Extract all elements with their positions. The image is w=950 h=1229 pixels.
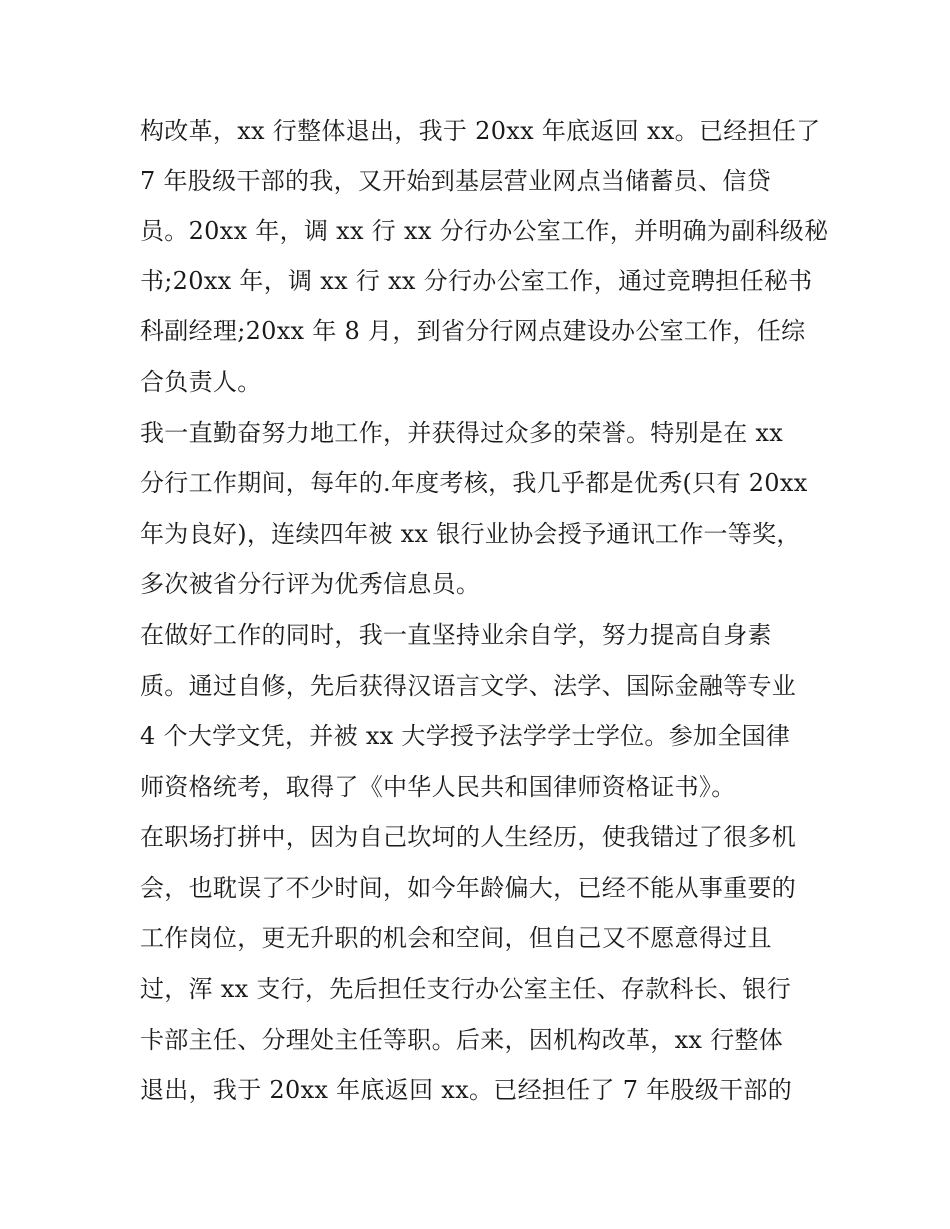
text-line: 我一直勤奋努力地工作，并获得过众多的荣誉。特别是在 xx [140,419,784,447]
text-line: 分行工作期间，每年的.年度考核，我几乎都是优秀(只有 20xx [140,469,808,497]
text-line: 员。20xx 年，调 xx 行 xx 分行办公室工作，并明确为副科级秘 [140,217,829,245]
text-line: 年为良好)，连续四年被 xx 银行业协会授予通讯工作一等奖， [140,520,801,548]
text-line: 卡部主任、分理处主任等职。后来，因机构改革，xx 行整体 [140,1026,784,1054]
text-line: 质。通过自修，先后获得汉语言文学、法学、国际金融等专业 [140,672,797,700]
text-line: 退出，我于 20xx 年底返回 xx。已经担任了 7 年股级干部的 [140,1076,792,1104]
text-line: 科副经理;20xx 年 8 月，到省分行网点建设办公室工作，任综 [140,317,806,345]
text-line: 4 个大学文凭，并被 xx 大学授予法学学士学位。参加全国律 [140,722,791,750]
text-line: 在做好工作的同时，我一直坚持业余自学，努力提高自身素 [140,621,772,649]
text-line: 过，浑 xx 支行，先后担任支行办公室主任、存款科长、银行 [140,975,792,1003]
text-line: 工作岗位，更无升职的机会和空间，但自己又不愿意得过且 [140,924,772,952]
text-line: 构改革，xx 行整体退出，我于 20xx 年底返回 xx。已经担任了 [140,117,821,145]
text-line: 师资格统考，取得了《中华人民共和国律师资格证书》。 [140,773,736,801]
text-line: 书;20xx 年，调 xx 行 xx 分行办公室工作，通过竞聘担任秘书 [140,267,813,295]
text-line: 会，也耽误了不少时间，如今年龄偏大，已经不能从事重要的 [140,874,797,902]
text-line: 在职场打拼中，因为自己坎坷的人生经历，使我错过了很多机 [140,823,797,851]
text-line: 7 年股级干部的我，又开始到基层营业网点当储蓄员、信贷 [140,167,771,195]
text-line: 合负责人。 [140,368,262,396]
text-line: 多次被省分行评为优秀信息员。 [140,570,481,598]
